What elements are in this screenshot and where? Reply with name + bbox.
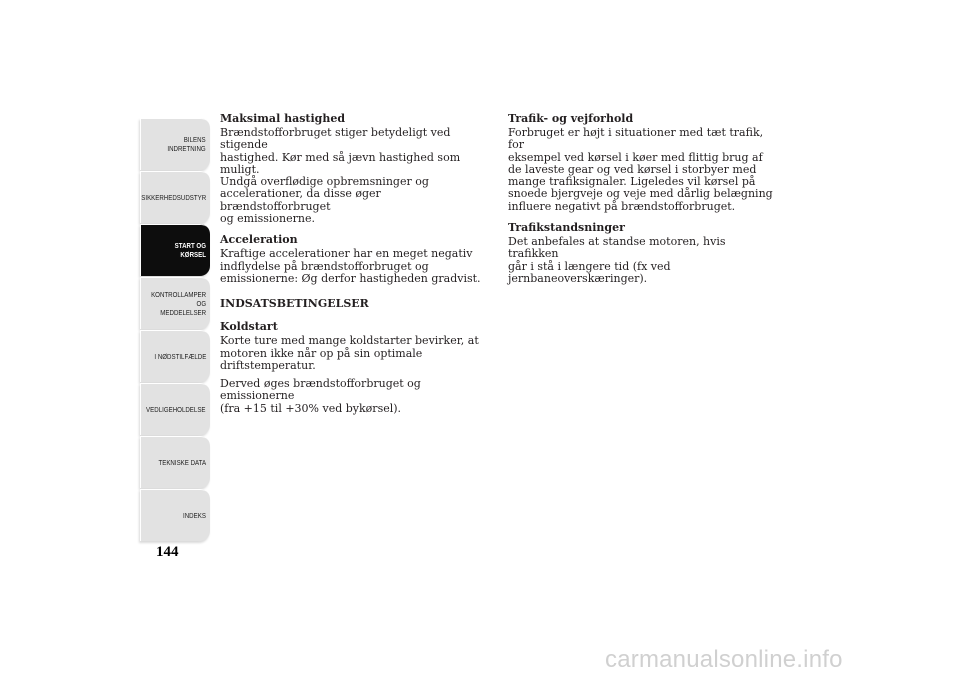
paragraph: Derved øges brændstofforbruget og emissionerne (fra +15 til +30% ved bykørsel).	[220, 377, 421, 415]
tab-indeks[interactable]	[140, 489, 210, 541]
tab-bilens-indretning[interactable]	[140, 118, 210, 170]
heading-maksimal-hastighed: Maksimal hastighed	[220, 112, 346, 125]
page-number: 144	[156, 544, 179, 560]
paragraph: Kraftige accelerationer har en meget negativ indflydelse på brændstofforbruget og emissionerne: Øg derfor hastigheden gradvist.	[220, 247, 481, 285]
tab-label: TEKNISKE DATA	[158, 457, 206, 467]
tab-label: I NØDSTILFÆLDE	[154, 351, 206, 361]
tab-label: SIKKERHEDSUDSTYR	[141, 192, 206, 202]
left-column	[220, 112, 492, 415]
heading-trafik-og-vejforhold: Trafik- og vejforhold	[508, 112, 634, 125]
paragraph: Brændstofforbruget stiger betydeligt ved stigende hastighed. Kør med så jævn hastighed som muligt. Undgå overflødige opbremsninger og accelerationer, da disse øger brændstofforbruget og emissionerne.	[220, 126, 461, 226]
heading-koldstart: Koldstart	[220, 320, 278, 334]
paragraph: Korte ture med mange koldstarter bevirker, at motoren ikke når op på sin optimale driftstemperatur.	[220, 334, 479, 372]
tab-vedligeholdelse[interactable]	[140, 383, 210, 435]
heading-trafikstandsninger: Trafikstandsninger	[508, 221, 625, 235]
tab-label: INDEKS	[183, 510, 206, 520]
paragraph: Det anbefales at standse motoren, hvis trafikken går i stå i længere tid (fx ved jernbaneoverskæringer).	[508, 235, 726, 285]
right-column	[508, 112, 778, 285]
tab-label: BILENS INDRETNING	[167, 135, 206, 153]
paragraph: Forbruget er højt i situationer med tæt trafik, for eksempel ved kørsel i køer med flittig brug af de laveste gear og ved kørsel i storbyer med mange trafiksignaler. Ligeledes vil kørsel på snoede bjergveje og veje med dårlig belægning influere negativt på brændstofforbruget.	[508, 126, 773, 213]
heading-acceleration: Acceleration	[220, 233, 298, 247]
section-title: INDSATSBETINGELSER	[220, 297, 369, 311]
watermark: carmanualsonline.info	[605, 646, 843, 673]
tab-label: KONTROLLAMPER OG MEDDELELSER	[150, 289, 206, 317]
tab-tekniske-data[interactable]	[140, 436, 210, 488]
tab-kontrollamper[interactable]	[140, 277, 210, 329]
tab-sikkerhedsudstyr[interactable]	[140, 171, 210, 223]
tab-i-nodstilfaelde[interactable]	[140, 330, 210, 382]
tab-label: START OG KØRSEL	[174, 241, 206, 259]
tab-label: VEDLIGEHOLDELSE	[146, 404, 206, 414]
tab-start-og-korsel[interactable]	[140, 224, 210, 276]
